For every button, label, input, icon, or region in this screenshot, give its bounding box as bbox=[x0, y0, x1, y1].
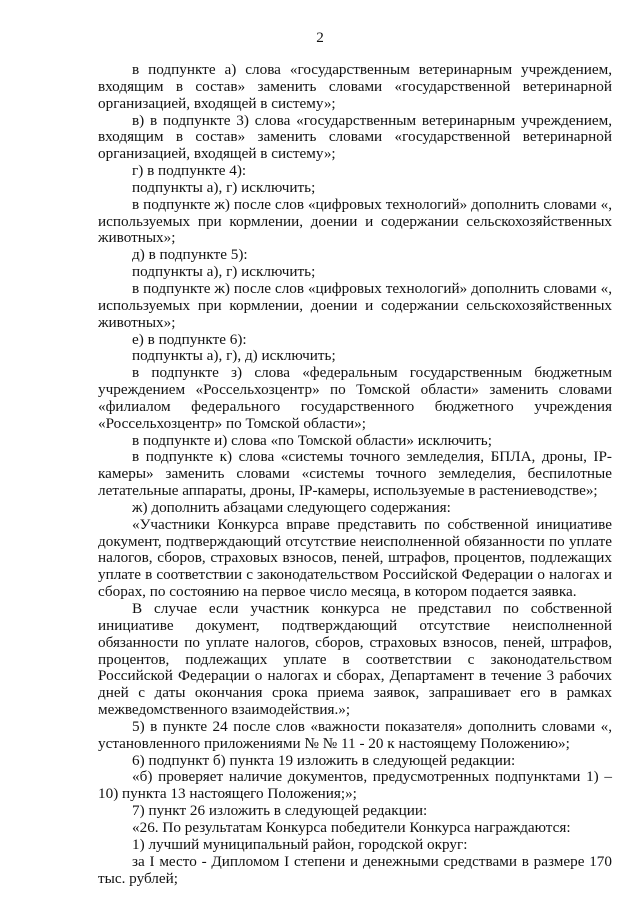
paragraph: 5) в пункте 24 после слов «важности показателя» дополнить словами «, установленного приложениями № № 11 - 20 к настоящему Положению»; bbox=[98, 717, 612, 752]
paragraph: в подпункте а) слова «государственным ветеринарным учреждением, входящим в состав» заменить словами «государственной ветеринарной организацией, входящей в систему»; bbox=[98, 61, 612, 112]
paragraph: «б) проверяет наличие документов, предусмотренных подпунктами 1) – 10) пункта 13 настоящего Положения;»; bbox=[98, 768, 612, 803]
paragraph: д) в подпункте 5): bbox=[132, 246, 248, 264]
paragraph: в) в подпункте 3) слова «государственным ветеринарным учреждением, входящим в состав» заменить словами «государственной ветеринарной организацией, входящей в систему»; bbox=[98, 111, 612, 163]
paragraph: 6) подпункт б) пункта 19 изложить в следующей редакции: bbox=[132, 751, 516, 769]
paragraph: 1) лучший муниципальный район, городской округ: bbox=[132, 835, 468, 853]
paragraph: г) в подпункте 4): bbox=[132, 162, 247, 180]
paragraph: в подпункте ж) после слов «цифровых технологий» дополнить словами «, используемых при кормлении, доении и содержании сельскохозяйственных животных»; bbox=[98, 279, 612, 331]
paragraph: за I место - Дипломом I степени и денежными средствами в размере 170 тыс. рублей; bbox=[98, 852, 612, 887]
paragraph: «Участники Конкурса вправе представить по собственной инициативе документ, подтверждающий отсутствие неисполненной обязанности по уплате налогов, сборов, страховых взносов, пеней, штрафов, процентов, подлежащих уплате в соответствии с законодательством Российской Федерации о налогах и сборах, по состоянию на первое число месяца, в котором подается заявка. bbox=[98, 515, 612, 601]
paragraph: в подпункте и) слова «по Томской области» исключить; bbox=[132, 431, 492, 449]
document-body bbox=[98, 62, 612, 887]
paragraph: В случае если участник конкурса не представил по собственной инициативе документ, подтверждающий отсутствие неисполненной обязанности по уплате налогов, сборов, страховых взносов, пеней, штрафов, процентов, подлежащих уплате в соответствии с законодательством Российской Федерации о налогах и сборах, Департамент в течение 3 рабочих дней с даты окончания срока приема заявок, запрашивает его в рамках межведомственного взаимодействия.»; bbox=[98, 600, 612, 719]
paragraph: в подпункте ж) после слов «цифровых технологий» дополнить словами «, используемых при кормлении, доении и содержании сельскохозяйственных животных»; bbox=[98, 195, 612, 247]
page-number: 2 bbox=[316, 29, 324, 46]
paragraph: ж) дополнить абзацами следующего содержания: bbox=[132, 498, 451, 516]
paragraph: е) в подпункте 6): bbox=[132, 330, 247, 348]
paragraph: подпункты а), г), д) исключить; bbox=[132, 347, 336, 365]
paragraph: 7) пункт 26 изложить в следующей редакции: bbox=[132, 802, 428, 820]
paragraph: подпункты а), г) исключить; bbox=[132, 178, 316, 196]
paragraph: в подпункте к) слова «системы точного земледелия, БПЛА, дроны, IP-камеры» заменить словами «системы точного земледелия, беспилотные летательные аппараты, дроны, IP-камеры, используемые в растениеводстве»; bbox=[98, 448, 612, 500]
paragraph: в подпункте з) слова «федеральным государственным бюджетным учреждением «Россельхозцентр» по Томской области» заменить словами «филиалом федерального государственного бюджетного учреждения «Россельхозцентр» по Томской области»; bbox=[98, 364, 612, 432]
paragraph: подпункты а), г) исключить; bbox=[132, 263, 316, 281]
paragraph: «26. По результатам Конкурса победители Конкурса награждаются: bbox=[132, 818, 571, 836]
